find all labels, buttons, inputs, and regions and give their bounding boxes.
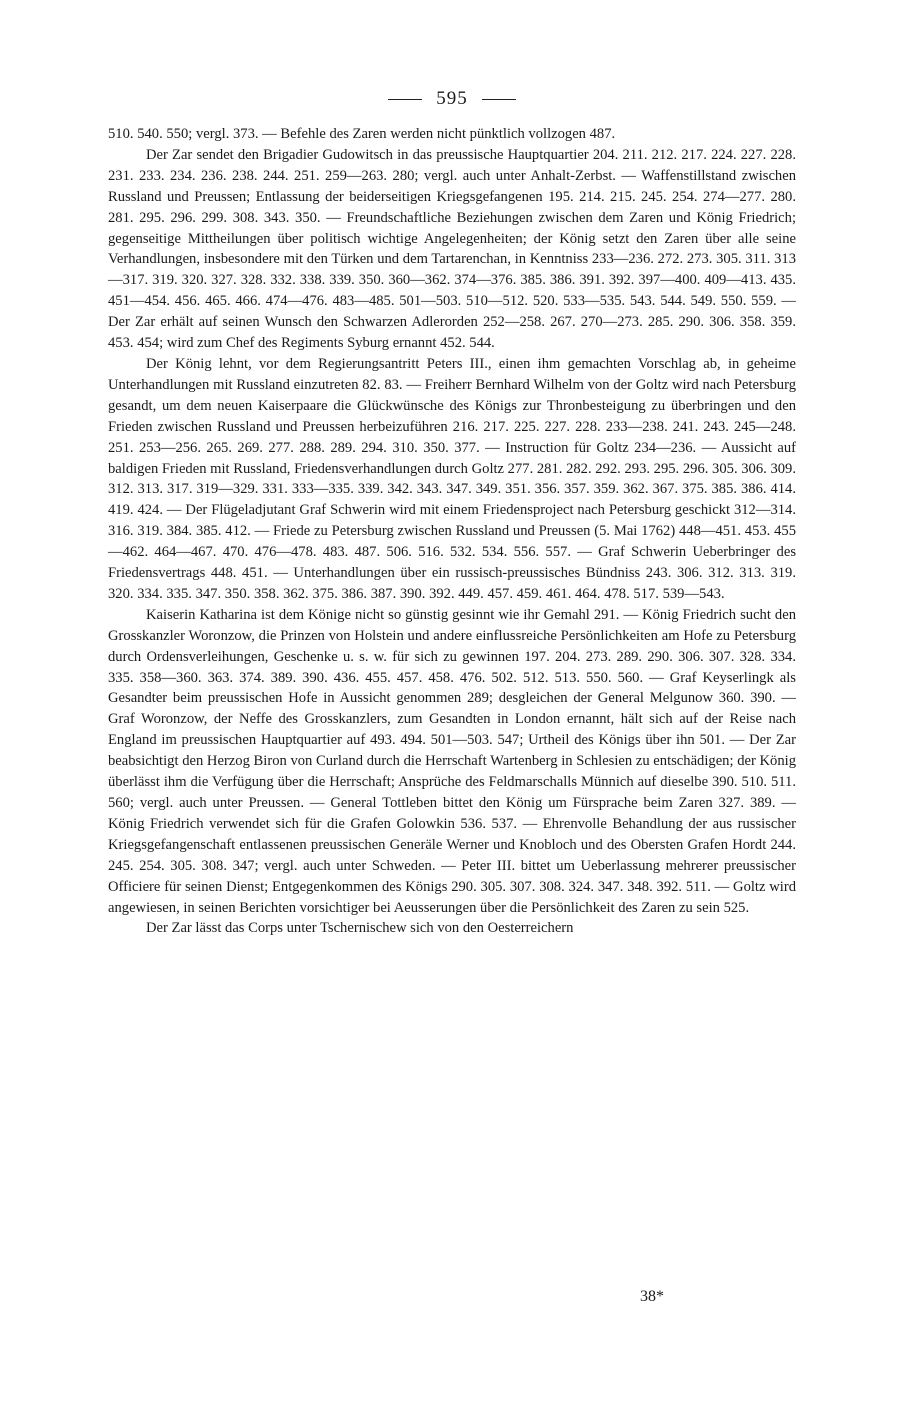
header-dash-left bbox=[388, 99, 422, 100]
index-paragraph: Kaiserin Katharina ist dem Könige nicht so günstig gesinnt wie ihr Gemahl 291. — König Friedrich sucht den Grosskanzler Woronzow, die Prinzen von Holstein und andere einflussreiche Persönlichkeiten am Hofe zu Petersburg durch Ordensverleihungen, Geschenke u. s. w. für sich zu gewinnen 197. 204. 273. 289. 290. 306. 307. 328. 334. 335. 358—360. 363. 374. 389. 390. 436. 455. 457. 458. 476. 502. 512. 513. 550. 560. — Graf Keyserlingk als Gesandter beim preussischen Hofe in Aussicht genommen 289; desgleichen der General Melgunow 360. 390. — Graf Woronzow, der Neffe des Grosskanzlers, zum Gesandten in London ernannt, hält sich auf der Reise nach England im preussischen Hauptquartier auf 493. 494. 501—503. 547; Urtheil des Königs über ihn 501. — Der Zar beabsichtigt den Herzog Biron von Curland durch die Herrschaft Wartenberg in Schlesien zu entschädigen; der König überlässt ihm die Verfügung über die Herrschaft; Ansprüche des Feldmarschalls Münnich auf dieselbe 390. 510. 511. 560; vergl. auch unter Preussen. — General Tottleben bittet den König um Fürsprache beim Zaren 327. 389. — König Friedrich verwendet sich für die Grafen Golowkin 536. 537. — Ehrenvolle Behandlung der aus russischer Kriegsgefangenschaft entlassenen preussischen Generäle Werner und Knobloch und des Obersten Grafen Hordt 244. 245. 254. 305. 308. 347; vergl. auch unter Schweden. — Peter III. bittet um Ueberlassung mehrerer preussischer Officiere für seinen Dienst; Entgegenkommen des Königs 290. 305. 307. 308. 324. 347. 348. 392. 511. — Goltz wird angewiesen, in seinen Berichten vorsichtiger bei Aeusserungen über die Persönlichkeit des Zaren zu sein 525. bbox=[108, 606, 796, 916]
header-dash-right bbox=[482, 99, 516, 100]
signature-mark: 38* bbox=[640, 1288, 664, 1305]
index-paragraph: 510. 540. 550; vergl. 373. — Befehle des Zaren werden nicht pünktlich vollzogen 487. bbox=[108, 126, 616, 142]
page-header bbox=[108, 88, 796, 110]
index-paragraph: Der Zar sendet den Brigadier Gudowitsch in das preussische Hauptquartier 204. 211. 212. 217. 224. 227. 228. 231. 233. 234. 236. 238. 244. 251. 259—263. 280; vergl. auch unter Anhalt-Zerbst. — Waffenstillstand zwischen Russland und Preussen; Entlassung der beiderseitigen Kriegsgefangenen 195. 214. 215. 245. 254. 274—277. 280. 281. 295. 296. 299. 308. 343. 350. — Freundschaftliche Beziehungen zwischen dem Zaren und König Friedrich; gegenseitige Mittheilungen über politisch wichtige Angelegenheiten; der König setzt den Zaren über alle seine Verhandlungen, insbesondere mit den Türken und dem Tartarenchan, in Kenntniss 233—236. 272. 273. 305. 311. 313—317. 319. 320. 327. 328. 332. 338. 339. 350. 360—362. 374—376. 385. 386. 391. 392. 397—400. 409—413. 435. 451—454. 456. 465. 466. 474—476. 483—485. 501—503. 510—512. 520. 533—535. 543. 544. 549. 550. 559. — Der Zar erhält auf seinen Wunsch den Schwarzen Adlerorden 252—258. 267. 270—273. 285. 290. 306. 358. 359. 453. 454; wird zum Chef des Regiments Syburg ernannt 452. 544. bbox=[108, 146, 796, 352]
index-body bbox=[108, 124, 796, 939]
page-number: 595 bbox=[436, 88, 468, 109]
book-page bbox=[108, 88, 796, 1388]
index-paragraph: Der König lehnt, vor dem Regierungsantritt Peters III., einen ihm gemachten Vorschlag ab, in geheime Unterhandlungen mit Russland einzutreten 82. 83. — Freiherr Bernhard Wilhelm von der Goltz wird nach Petersburg gesandt, um dem neuen Kaiserpaare die Glückwünsche des Königs zur Thronbesteigung zu überbringen und den Frieden zwischen Russland und Preussen herbeizuführen 216. 217. 225. 227. 228. 233—238. 241. 243. 245—248. 251. 253—256. 265. 269. 277. 288. 289. 294. 310. 350. 377. — Instruction für Goltz 234—236. — Aussicht auf baldigen Frieden mit Russland, Friedensverhandlungen durch Goltz 277. 281. 282. 292. 293. 295. 296. 305. 306. 309. 312. 313. 317. 319—329. 331. 333—335. 339. 342. 343. 347. 349. 351. 356. 357. 359. 362. 367. 375. 385. 386. 414. 419. 424. — Der Flügeladjutant Graf Schwerin wird mit einem Friedensproject nach Petersburg geschickt 312—314. 316. 319. 384. 385. 412. — Friede zu Petersburg zwischen Russland und Preussen (5. Mai 1762) 448—451. 453. 455—462. 464—467. 470. 476—478. 483. 487. 506. 516. 532. 534. 556. 557. — Graf Schwerin Ueberbringer des Friedensvertrags 448. 451. — Unterhandlungen über ein russisch-preussisches Bündniss 243. 306. 312. 313. 319. 320. 334. 335. 347. 350. 358. 362. 375. 386. 387. 390. 392. 449. 457. 459. 461. 464. 478. 517. 539—543. bbox=[108, 355, 796, 602]
index-paragraph: Der Zar lässt das Corps unter Tschernischew sich von den Oesterreichern bbox=[146, 920, 574, 937]
